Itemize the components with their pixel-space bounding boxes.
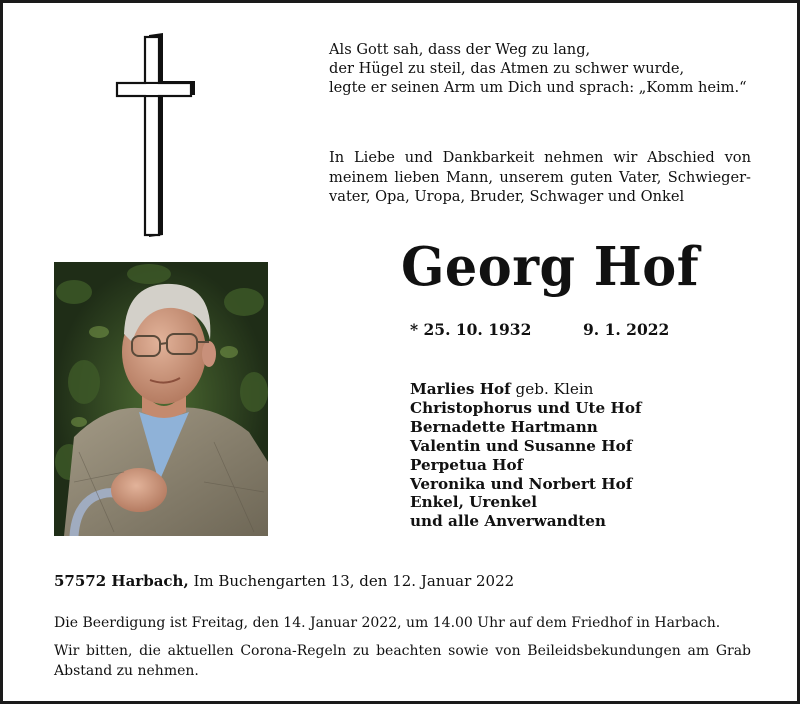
corona-line: Wir bitten, die aktuellen Corona-Regeln zu beachten sowie von Beileidsbekundungen am Grab bbox=[54, 643, 751, 659]
list-item: Veronika und Norbert Hof bbox=[410, 474, 633, 493]
list-item: Enkel, Urenkel bbox=[410, 493, 538, 512]
poem-line: legte er seinen Arm um Dich und sprach: „Komm heim.“ bbox=[329, 79, 747, 96]
portrait-photo bbox=[54, 262, 268, 536]
list-item: Christophorus und Ute Hof bbox=[410, 398, 642, 417]
list-item: Perpetua Hof bbox=[410, 455, 524, 474]
intro-line: meinem lieben Mann, unserem guten Vater, Schwieger- bbox=[329, 168, 751, 186]
list-item: Valentin und Susanne Hof bbox=[410, 436, 633, 455]
mourners-list bbox=[410, 380, 641, 531]
list-item: und alle Anverwandten bbox=[410, 512, 606, 531]
death-date: 9. 1. 2022 bbox=[583, 320, 670, 339]
family-address: 57572 Harbach, Im Buchengarten 13, den 12. Januar 2022 bbox=[54, 572, 515, 590]
list-item: Bernadette Hartmann bbox=[410, 417, 598, 436]
corona-notice bbox=[54, 642, 751, 681]
corona-line: Abstand zu nehmen. bbox=[54, 662, 199, 679]
birth-date: * 25. 10. 1932 bbox=[410, 320, 532, 339]
intro-line: In Liebe und Dankbarkeit nehmen wir Abschied von bbox=[329, 149, 751, 166]
poem-line: der Hügel zu steil, das Atmen zu schwer wurde, bbox=[329, 60, 685, 77]
memorial-poem bbox=[329, 40, 769, 97]
farewell-intro bbox=[329, 148, 751, 207]
funeral-info: Die Beerdigung ist Freitag, den 14. Januar 2022, um 14.00 Uhr auf dem Friedhof in Harbach. bbox=[54, 615, 721, 631]
list-item: Marlies Hof geb. Klein bbox=[410, 380, 594, 398]
cross-icon bbox=[115, 33, 197, 237]
poem-line: Als Gott sah, dass der Weg zu lang, bbox=[329, 41, 591, 58]
intro-line: vater, Opa, Uropa, Bruder, Schwager und Onkel bbox=[329, 188, 685, 205]
deceased-name: Georg Hof bbox=[401, 236, 700, 298]
